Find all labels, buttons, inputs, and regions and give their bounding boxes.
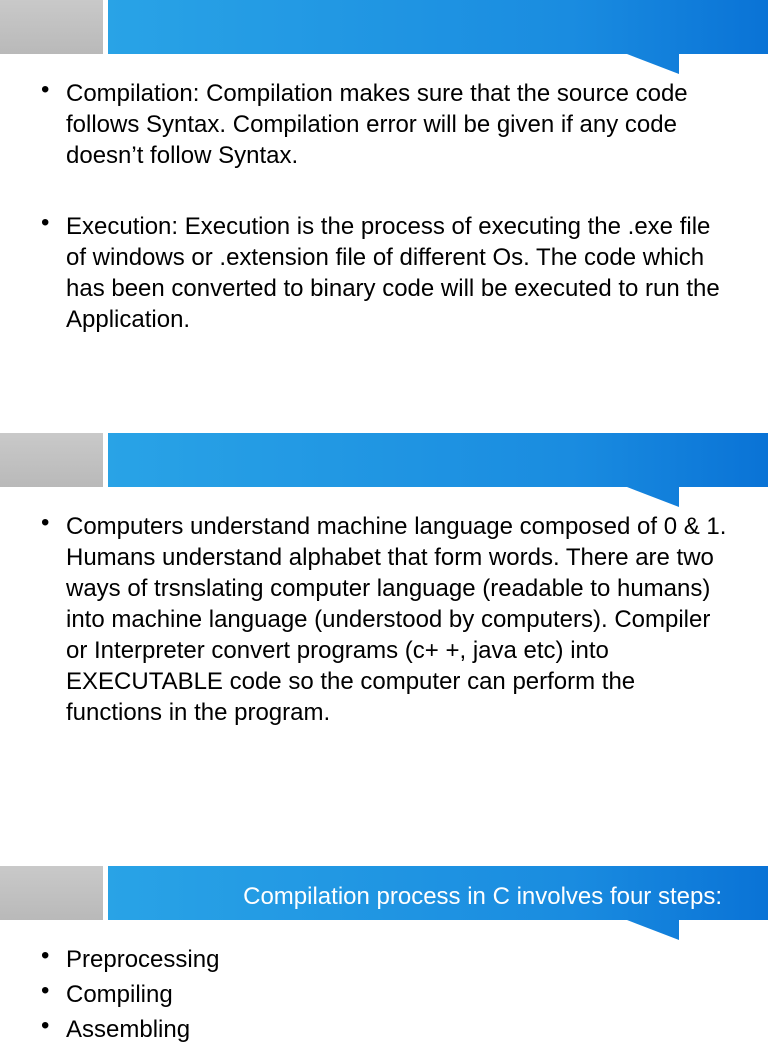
bullet-text: Execution: Execution is the process of executing the .exe file of windows or .extension file of different Os. The code which has been converted to binary code will be executed to run the Application. bbox=[66, 213, 720, 333]
bullet-text: Preprocessing bbox=[66, 946, 220, 973]
bullet-dot: • bbox=[41, 977, 50, 1004]
bullet-dot: • bbox=[41, 76, 50, 103]
header-banner bbox=[0, 0, 768, 74]
header-gray-block bbox=[0, 866, 103, 920]
bullet-text: Compilation: Compilation makes sure that the source code follows Syntax. Compilation error will be given if any code doesn’t follow Syntax. bbox=[66, 80, 688, 169]
slide-1-header bbox=[0, 0, 768, 72]
slide-title: Compilation process in C involves four steps: bbox=[243, 883, 722, 910]
list-item bbox=[0, 979, 768, 1010]
slide-2-header bbox=[0, 433, 768, 505]
list-item bbox=[0, 211, 768, 335]
header-banner bbox=[0, 433, 768, 507]
list-item bbox=[0, 511, 768, 728]
bullet-list bbox=[0, 944, 768, 1045]
header-gray-block bbox=[0, 0, 103, 54]
slide-1 bbox=[0, 0, 768, 434]
bullet-text: Assembling bbox=[66, 1016, 191, 1043]
bullet-dot: • bbox=[41, 1012, 50, 1039]
list-item bbox=[0, 1014, 768, 1045]
slide-3 bbox=[0, 866, 768, 1043]
bullet-list bbox=[0, 78, 768, 335]
bullet-dot: • bbox=[41, 942, 50, 969]
bullet-dot: • bbox=[41, 209, 50, 236]
bullet-dot: • bbox=[41, 509, 50, 536]
list-item bbox=[0, 78, 768, 171]
header-gray-block bbox=[0, 433, 103, 487]
slide-2 bbox=[0, 433, 768, 866]
list-item bbox=[0, 944, 768, 975]
bullet-text: Computers understand machine language composed of 0 & 1. Humans understand alphabet that form words. There are two ways of trsnslating computer language (readable to humans) into machine language (understood by computers). Compiler or Interpreter convert programs (c+ +, java etc) into EXECUTABLE code so the computer can perform the functions in the program. bbox=[66, 513, 727, 726]
bullet-list bbox=[0, 511, 768, 728]
slide-3-header bbox=[0, 866, 768, 938]
bullet-text: Compiling bbox=[66, 981, 173, 1008]
